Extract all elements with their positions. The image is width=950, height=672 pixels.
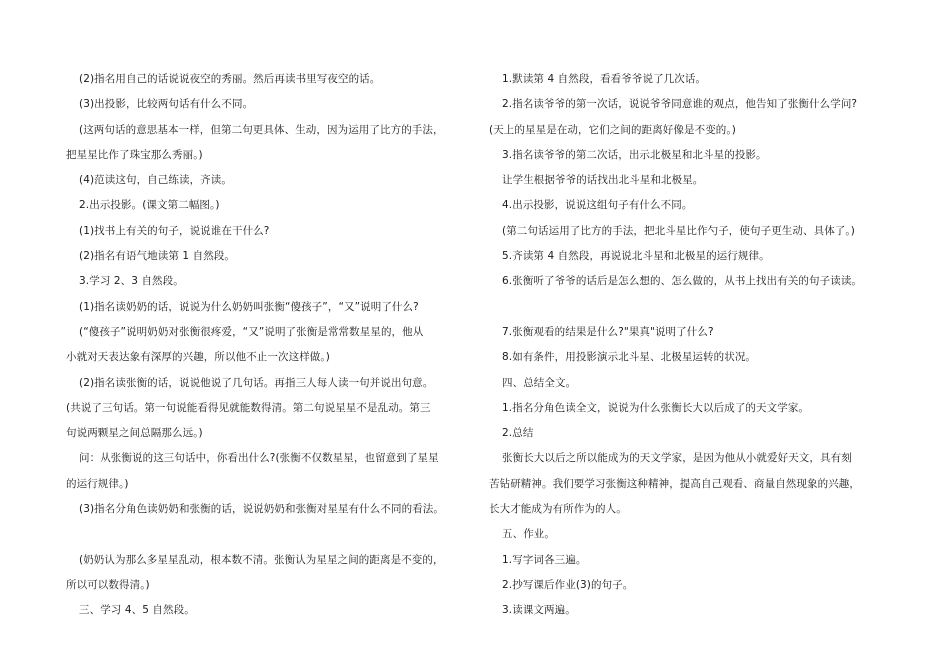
- text-line: (3)指名分角色读奶奶和张衡的话，说说奶奶和张衡对星星有什么不同的看法。: [79, 503, 444, 516]
- section-heading: 三、学习 4、5 自然段。: [79, 604, 195, 617]
- right-column: [489, 67, 884, 624]
- text-line: 长大才能成为有所作为的人。: [489, 503, 627, 516]
- text-line: (1)指名读奶奶的话，说说为什么奶奶叫张衡“傻孩子”，“又”说明了什么?: [79, 300, 419, 313]
- text-line: 4.出示投影，说说这组句子有什么不同。: [502, 199, 693, 212]
- text-line: 1.默读第 4 自然段，看看爷爷说了几次话。: [502, 73, 707, 85]
- text-line: 8.如有条件，用投影演示北斗星、北极星运转的状况。: [502, 351, 757, 364]
- text-line: (4)范读这句，自己练读，齐读。: [79, 174, 232, 187]
- text-line: 的运行规律。): [66, 477, 129, 490]
- text-line: (奶奶认为那么多星星乱动，根本数不清。张衡认为星星之间的距离是不变的，: [79, 553, 444, 566]
- text-line: 所以可以数得清。): [66, 578, 150, 591]
- text-line: 3.指名读爷爷的第二次话，出示北极星和北斗星的投影。: [502, 148, 767, 161]
- blank-line: [66, 522, 476, 547]
- text-line: 苦钻研精神。我们要学习张衡这种精神，提高自己观看、商量自然现象的兴趣，: [489, 477, 860, 490]
- text-line: 2.出示投影。(课文第二幅图。): [79, 199, 220, 212]
- text-line: 句说两颗星之间总隔那么远。): [66, 427, 203, 440]
- text-line: (2)指名用自己的话说说夜空的秀丽。然后再读书里写夜空的话。: [79, 73, 381, 85]
- text-line: (1)找书上有关的句子，说说谁在干什么?: [79, 224, 270, 237]
- text-line: 2.抄写课后作业(3)的句子。: [502, 578, 634, 591]
- text-line: 1.写字词各三遍。: [502, 553, 587, 566]
- text-line: 3.学习 2、3 自然段。: [79, 275, 184, 288]
- text-line: 6.张衡听了爷爷的话后是怎么想的、怎么做的，从书上找出有关的句子读读。: [502, 275, 863, 288]
- text-line: 5.齐读第 4 自然段，再说说北斗星和北极星的运行规律。: [502, 250, 770, 263]
- text-line: 3.读课文两遍。: [502, 604, 576, 617]
- text-line: (第二句话运用了比方的手法，把北斗星比作勺子，使句子更生动、具体了。): [502, 224, 855, 237]
- text-line: (2)指名读张衡的话，说说他说了几句话。再指三人每人读一句并说出句意。: [79, 376, 434, 389]
- text-line: (共说了三句话。第一句说能看得见就能数得清。第二句说星星不是乱动。第三: [66, 401, 431, 414]
- text-line: (3)出投影，比较两句话有什么不同。: [79, 98, 254, 111]
- text-line: 问：从张衡说的这三句话中，你看出什么?(张衡不仅数星星，也留意到了星星: [79, 452, 439, 465]
- left-column: [66, 67, 476, 624]
- text-line: 让学生根据爷爷的话找出北斗星和北极星。: [502, 174, 704, 187]
- text-line: 小就对天表达象有深厚的兴趣，所以他不止一次这样做。): [66, 351, 330, 364]
- text-line: 1.指名分角色读全文，说说为什么张衡长大以后成了的天文学家。: [502, 401, 810, 414]
- text-line: 2.总结: [502, 427, 534, 440]
- text-line: 张衡长大以后之所以能成为的天文学家，是因为他从小就爱好天文，具有刻: [502, 452, 852, 465]
- text-line: (“傻孩子”说明奶奶对张衡很疼爱，“又”说明了张衡是常常数星星的，他从: [79, 325, 424, 338]
- text-line: 7.张衡观看的结果是什么?"果真"说明了什么?: [502, 325, 714, 338]
- text-line: (这两句话的意思基本一样，但第二句更具体、生动，因为运用了比方的手法，: [79, 123, 444, 136]
- section-heading: 四、总结全文。: [502, 376, 577, 389]
- text-line: 2.指名读爷爷的第一次话，说说爷爷同意谁的观点，他告知了张衡什么学问?: [502, 98, 858, 111]
- section-heading: 五、作业。: [502, 528, 555, 541]
- text-line: 把星星比作了珠宝那么秀丽。): [66, 148, 203, 161]
- text-line: (2)指名有语气地读第 1 自然段。: [79, 250, 236, 263]
- blank-line: [489, 295, 884, 320]
- text-line: (天上的星星是在动，它们之间的距离好像是不变的。): [489, 123, 736, 136]
